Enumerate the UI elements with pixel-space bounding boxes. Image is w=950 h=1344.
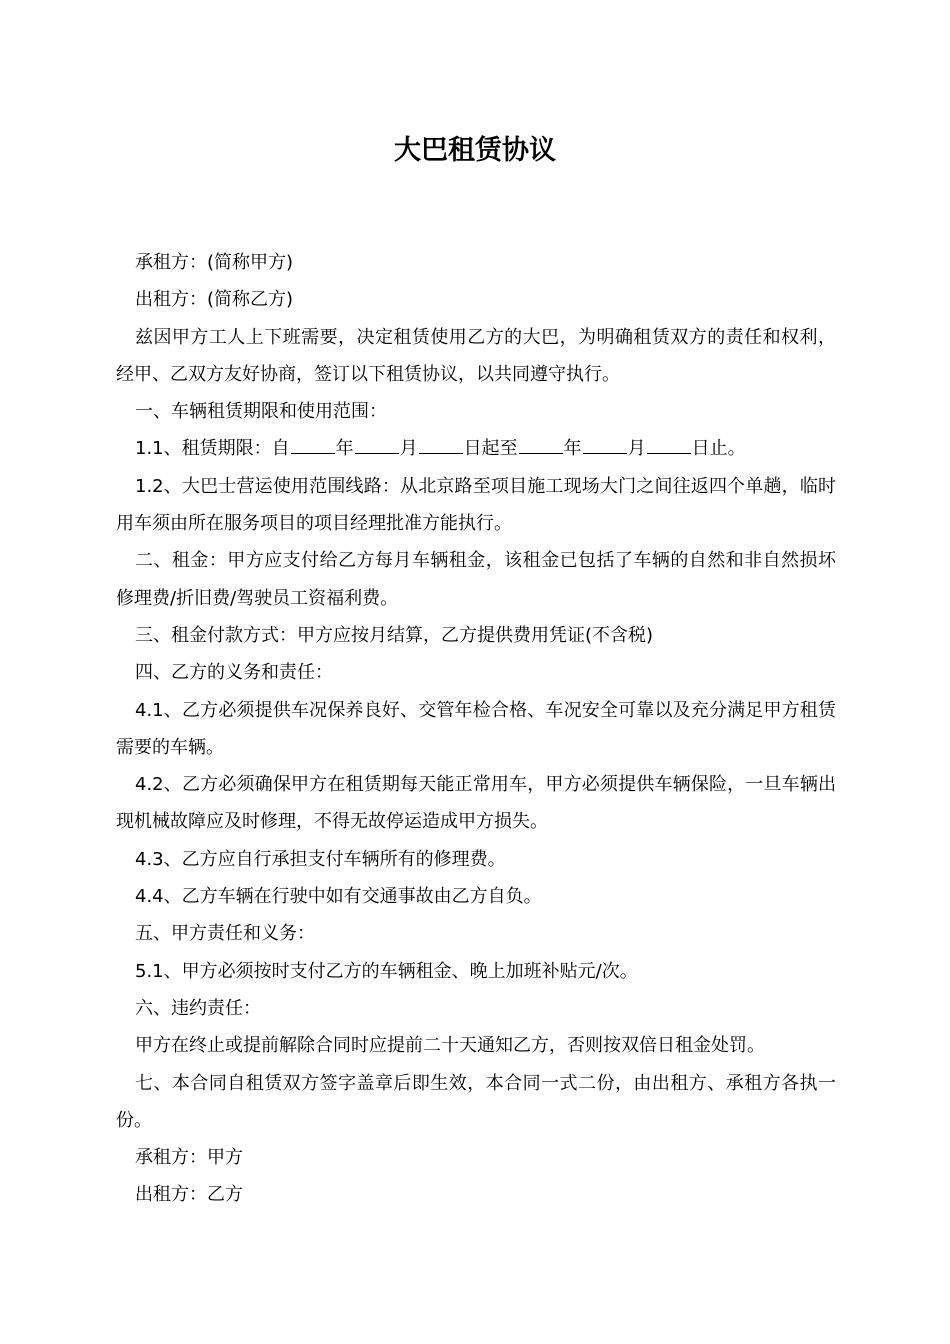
section-2-rent: 二、租金：甲方应支付给乙方每月车辆租金，该租金已包括了车辆的自然和非自然损坏修理费/折旧费/驾驶员工资福利费。 <box>116 550 836 609</box>
intro-paragraph: 兹因甲方工人上下班需要，决定租赁使用乙方的大巴，为明确租赁双方的责任和权利，经甲、乙双方友好协商，签订以下租赁协议，以共同遵守执行。 <box>116 326 836 385</box>
section-1-heading: 一、车辆租赁期限和使用范围： <box>135 401 387 423</box>
blank-field <box>419 437 463 454</box>
clause-4-1: 4.1、乙方必须提供车况保养良好、交管年检合格、车况安全可靠以及充分满足甲方租赁需要的车辆。 <box>116 699 836 758</box>
clause-1-1-year-start: 年 <box>335 438 354 460</box>
clause-4-3: 4.3、乙方应自行承担支付车辆所有的修理费。 <box>135 848 506 870</box>
document-body <box>116 244 836 1214</box>
section-7-effectiveness: 七、本合同自租赁双方签字盖章后即生效，本合同一式二份，由出租方、承租方各执一份。 <box>116 1072 836 1131</box>
blank-field <box>647 437 691 454</box>
section-3-payment: 三、租金付款方式：甲方应按月结算，乙方提供费用凭证(不含税) <box>135 624 654 646</box>
clause-1-1-day-end: 日止。 <box>691 438 746 460</box>
clause-1-1-prefix: 1.1、租赁期限：自 <box>135 438 290 460</box>
clause-1-1-month-start: 月 <box>399 438 418 460</box>
blank-field <box>519 437 563 454</box>
section-5-heading: 五、甲方责任和义务： <box>135 923 315 945</box>
clause-4-2: 4.2、乙方必须确保甲方在租赁期每天能正常用车，甲方必须提供车辆保险，一旦车辆出现机械故障应及时修理，不得无故停运造成甲方损失。 <box>116 774 836 833</box>
document-title: 大巴租赁协议 <box>394 135 556 166</box>
section-6-text: 甲方在终止或提前解除合同时应提前二十天通知乙方，否则按双倍日租金处罚。 <box>135 1035 765 1057</box>
section-6-heading: 六、违约责任： <box>135 997 261 1019</box>
clause-1-2: 1.2、大巴士营运使用范围线路：从北京路至项目施工现场大门之间往返四个单趟，临时用车须由所在服务项目的项目经理批准方能执行。 <box>116 475 836 535</box>
clause-1-1-month-end: 月 <box>627 438 646 460</box>
signature-lessee: 承租方：甲方 <box>135 1147 243 1169</box>
blank-field <box>355 437 399 454</box>
signature-lessor: 出租方：乙方 <box>135 1184 243 1206</box>
clause-5-1: 5.1、甲方必须按时支付乙方的车辆租金、晚上加班补贴元/次。 <box>135 960 638 982</box>
lessee-line: 承租方：(简称甲方) <box>135 252 294 273</box>
clause-4-4: 4.4、乙方车辆在行驶中如有交通事故由乙方自负。 <box>135 886 542 908</box>
section-4-heading: 四、乙方的义务和责任： <box>135 662 333 684</box>
blank-field <box>583 437 627 454</box>
clause-1-1 <box>116 430 836 467</box>
blank-field <box>291 437 335 454</box>
lessor-line: 出租方：(简称乙方) <box>135 289 294 311</box>
clause-1-1-day-start: 日起至 <box>463 438 518 460</box>
clause-1-1-year-end: 年 <box>563 438 582 460</box>
